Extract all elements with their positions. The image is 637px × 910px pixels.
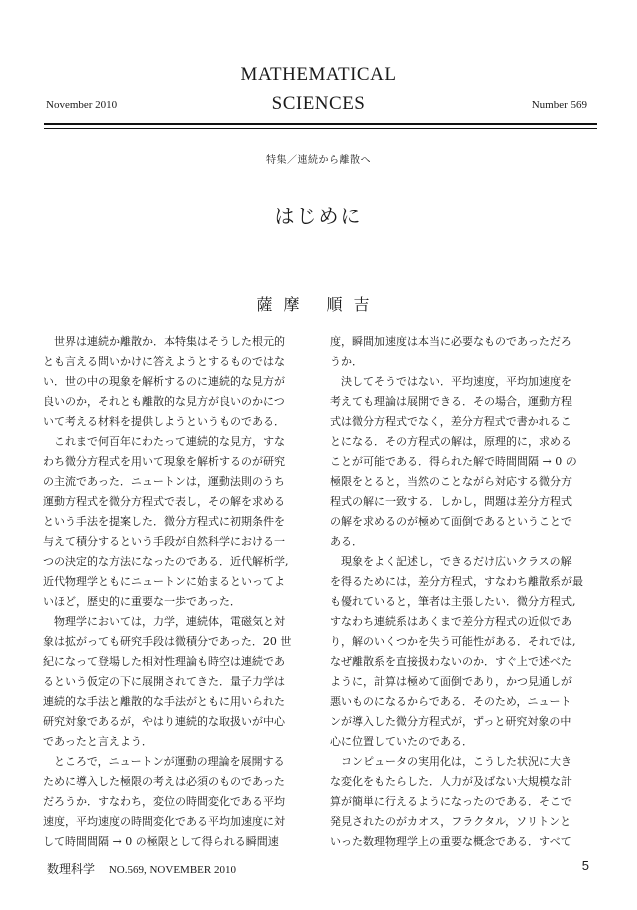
text-line: ために導入した極限の考えは必須のものであった xyxy=(43,775,285,788)
text-line: るという仮定の下に展開されてきた．量子力学は xyxy=(43,675,285,688)
text-line: 決してそうではない．平均速度，平均加速度を xyxy=(330,375,572,388)
text-line: 物理学においては，力学，連続体，電磁気と対 xyxy=(43,615,285,628)
text-line: ところで，ニュートンが運動の理論を展開する xyxy=(43,755,285,768)
feature-label: 特集／連続から離散へ xyxy=(266,155,371,166)
text-line: 算が簡単に行えるようになったのである．そこで xyxy=(330,795,572,808)
left-column xyxy=(43,332,309,852)
text-line: だろうか．すなわち，変位の時間変化である平均 xyxy=(43,795,285,808)
header-rule-thick xyxy=(44,123,597,125)
masthead-subtitle: SCIENCES xyxy=(271,93,366,114)
text-line: 度，瞬間加速度は本当に必要なものであっただろ xyxy=(330,335,572,348)
issue-number: Number 569 xyxy=(531,99,587,111)
text-line: という手法を提案した．微分方程式に初期条件を xyxy=(43,515,285,528)
text-line: 式は微分方程式でなく，差分方程式で書かれるこ xyxy=(330,415,572,428)
text-line: 運動方程式を微分方程式で表し，その解を求める xyxy=(43,495,285,508)
text-line: 発見されたのがカオス，フラクタル，ソリトンと xyxy=(330,815,572,828)
text-line: わち微分方程式を用いて現象を解析するのが研究 xyxy=(43,455,285,468)
text-line: ことが可能である．得られた解で時間間隔 → 0 の xyxy=(330,455,577,468)
text-line: 世界は連続か離散か．本特集はそうした根元的 xyxy=(43,335,285,348)
text-line: も優れていると，筆者は主張したい．微分方程式, xyxy=(330,595,576,608)
text-line: すなわち連続系はあくまで差分方程式の近似であ xyxy=(330,615,572,628)
text-line: 研究対象であるが，やはり連続的な取扱いが中心 xyxy=(43,715,285,728)
text-line: 悪いものになるからである．そのため，ニュート xyxy=(330,695,572,708)
issue-citation: NO.569, NOVEMBER 2010 xyxy=(108,864,236,876)
footer-citation xyxy=(47,860,236,877)
text-line: 近代物理学ともにニュートンに始まるといってよ xyxy=(43,575,285,588)
text-line: いて考える材料を提供しようというものである． xyxy=(43,415,285,428)
text-line: 連続的な手法と離散的な手法がともに用いられた xyxy=(43,695,285,708)
text-line: いった数理物理学上の重要な概念である．すべて xyxy=(330,835,572,848)
page-number: 5 xyxy=(581,858,589,873)
text-line: 良いのか，それとも離散的な見方が良いのかにつ xyxy=(43,395,285,408)
text-line: 与えて積分するという手段が自然科学における一 xyxy=(43,535,285,548)
text-line: 程式の解に一致する．しかし，問題は差分方程式 xyxy=(330,495,572,508)
right-column xyxy=(330,332,596,852)
header-rule-thin xyxy=(44,128,597,129)
text-line: 紀になって登場した相対性理論も時空は連続であ xyxy=(43,655,285,668)
text-line: これまで何百年にわたって連続的な見方，すな xyxy=(43,435,285,448)
text-line: を得るためには，差分方程式，すなわち離散系が最 xyxy=(330,575,583,588)
text-line: つの決定的な方法になったのである．近代解析学, xyxy=(43,555,289,568)
text-line: なぜ離散系を直接扱わないのか．すぐ上で述べた xyxy=(330,655,572,668)
text-line: 心に位置していたのである． xyxy=(330,735,473,748)
text-line: な変化をもたらした．人力が及ばない大規模な計 xyxy=(330,775,572,788)
text-line: り，解のいくつかを失う可能性がある．それでは, xyxy=(330,635,576,648)
text-line: であったと言えよう． xyxy=(43,735,153,748)
text-line: の主流であった．ニュートンは，運動法則のうち xyxy=(43,475,285,488)
text-line: うか． xyxy=(330,355,363,368)
text-line: コンピュータの実用化は，こうした状況に大き xyxy=(330,755,572,768)
issue-date: November 2010 xyxy=(46,99,118,111)
text-line: 極限をとると，当然のことながら対応する微分方 xyxy=(330,475,572,488)
journal-name: 数理科学 xyxy=(47,862,96,876)
text-line: 現象をよく記述し，できるだけ広いクラスの解 xyxy=(330,555,572,568)
text-line: して時間間隔 → 0 の極限として得られる瞬間速 xyxy=(43,835,279,848)
author-name: 薩摩 順吉 xyxy=(256,295,381,314)
text-line: ンが導入した微分方程式が，ずっと研究対象の中 xyxy=(330,715,572,728)
text-line: いほど，歴史的に重要な一歩であった． xyxy=(43,595,241,608)
text-line: い．世の中の現象を解析するのに連続的な見方が xyxy=(43,375,285,388)
text-line: 考えても理論は展開できる．その場合，運動方程 xyxy=(330,395,572,408)
text-line: の解を求めるのが極めて面倒であるということで xyxy=(330,515,572,528)
text-line: とになる．その方程式の解は，原理的に，求める xyxy=(330,435,572,448)
text-line: とも言える問いかけに答えようとするものではな xyxy=(43,355,285,368)
text-line: ある． xyxy=(330,535,363,548)
text-line: 速度，平均速度の時間変化である平均加速度に対 xyxy=(43,815,285,828)
masthead-title: MATHEMATICAL xyxy=(240,64,397,85)
text-line: 象は拡がっても研究手段は微積分であった．20 世 xyxy=(43,635,292,648)
article-title: はじめに xyxy=(274,204,363,228)
text-line: ように，計算は極めて面倒であり，かつ見通しが xyxy=(330,675,572,688)
